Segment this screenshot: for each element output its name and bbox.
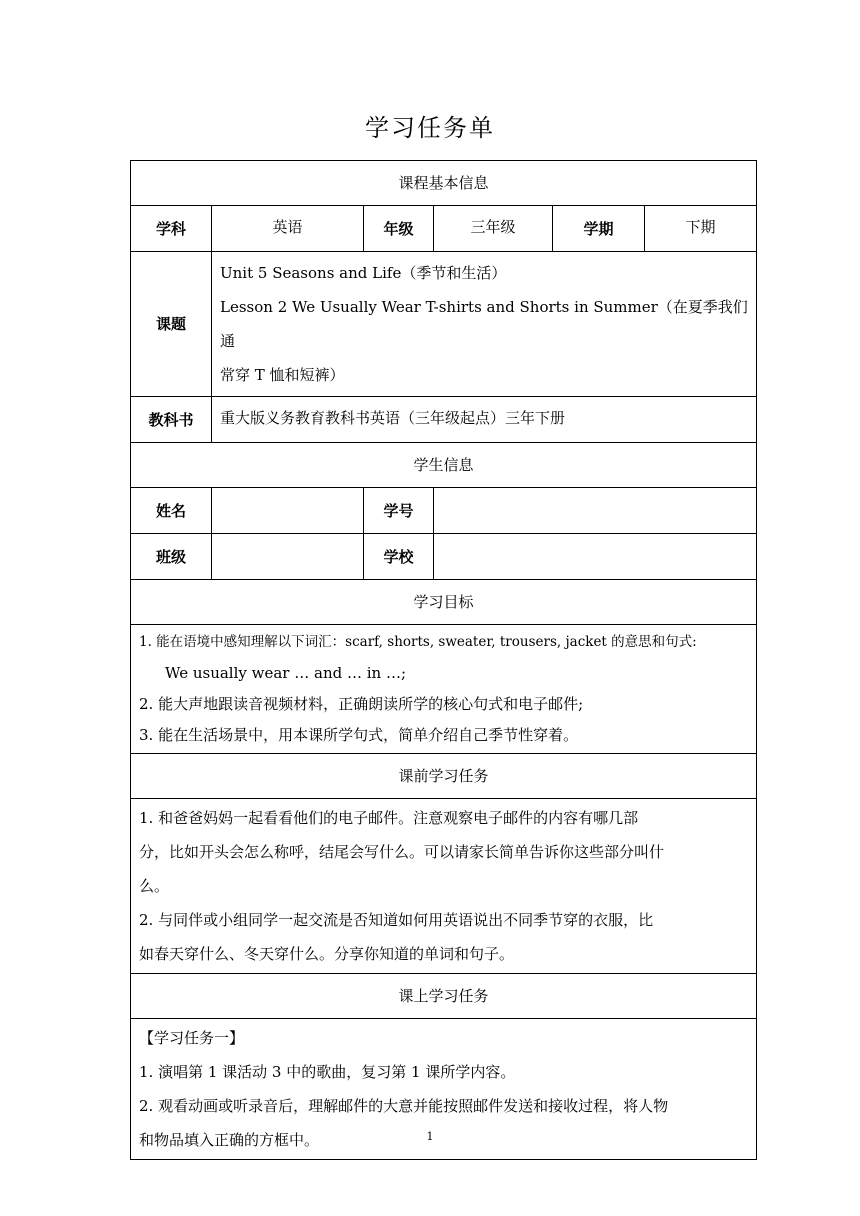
textbook-value: 重大版义务教育教科书英语（三年级起点）三年下册 — [212, 397, 757, 443]
topic-line-3: 常穿 T 恤和短裤） — [220, 366, 345, 384]
goal-item-2: 2. 能大声地跟读音视频材料，正确朗读所学的核心句式和电子邮件; — [139, 695, 584, 713]
school-label: 学校 — [364, 534, 434, 580]
topic-value — [212, 252, 757, 397]
topic-line-1: Unit 5 Seasons and Life（季节和生活） — [220, 264, 507, 282]
term-label: 学期 — [553, 206, 645, 252]
section-goals: 学习目标 — [131, 580, 757, 625]
pre-task-1-line-1: 1. 和爸爸妈妈一起看看他们的电子邮件。注意观察电子邮件的内容有哪几部 — [139, 809, 639, 827]
textbook-label: 教科书 — [131, 397, 212, 443]
class-task-2-line-2: 和物品填入正确的方框中。 — [139, 1131, 320, 1149]
pre-tasks-list — [131, 799, 757, 974]
section-pre-tasks: 课前学习任务 — [131, 754, 757, 799]
section-class-tasks: 课上学习任务 — [131, 974, 757, 1019]
topic-label: 课题 — [131, 252, 212, 397]
section-student-info: 学生信息 — [131, 443, 757, 488]
class-label: 班级 — [131, 534, 212, 580]
pre-task-1-line-2: 分，比如开头会怎么称呼，结尾会写什么。可以请家长简单告诉你这些部分叫什 — [139, 843, 665, 861]
grade-label: 年级 — [364, 206, 434, 252]
section-course-info: 课程基本信息 — [131, 161, 757, 206]
goals-list — [131, 625, 757, 754]
class-field[interactable] — [212, 534, 364, 580]
document-title: 学习任务单 — [365, 114, 495, 142]
goal-item-1: 1. 能在语境中感知理解以下词汇：scarf, shorts, sweater, trousers, jacket 的意思和句式: — [139, 634, 697, 650]
goal-item-1-cont: We usually wear … and … in …; — [165, 664, 407, 682]
school-field[interactable] — [434, 534, 757, 580]
student-id-field[interactable] — [434, 488, 757, 534]
class-task-heading: 【学习任务一】 — [139, 1029, 245, 1047]
pre-task-2-line-1: 2. 与同伴或小组同学一起交流是否知道如何用英语说出不同季节穿的衣服，比 — [139, 911, 654, 929]
student-id-label: 学号 — [364, 488, 434, 534]
name-field[interactable] — [212, 488, 364, 534]
subject-value: 英语 — [212, 206, 364, 252]
task-sheet-table — [130, 160, 757, 1160]
page-number: 1 — [426, 1130, 434, 1143]
subject-label: 学科 — [131, 206, 212, 252]
class-task-2-line-1: 2. 观看动画或听录音后，理解邮件的大意并能按照邮件发送和接收过程，将人物 — [139, 1097, 669, 1115]
topic-line-2: Lesson 2 We Usually Wear T-shirts and Shorts in Summer（在夏季我们通 — [220, 298, 748, 350]
grade-value: 三年级 — [434, 206, 553, 252]
pre-task-1-line-3: 么。 — [139, 877, 170, 895]
term-value: 下期 — [645, 206, 757, 252]
class-task-1: 1. 演唱第 1 课活动 3 中的歌曲，复习第 1 课所学内容。 — [139, 1063, 516, 1081]
pre-task-2-line-2: 如春天穿什么、冬天穿什么。分享你知道的单词和句子。 — [139, 945, 515, 963]
goal-item-3: 3. 能在生活场景中，用本课所学句式，简单介绍自己季节性穿着。 — [139, 726, 579, 744]
name-label: 姓名 — [131, 488, 212, 534]
